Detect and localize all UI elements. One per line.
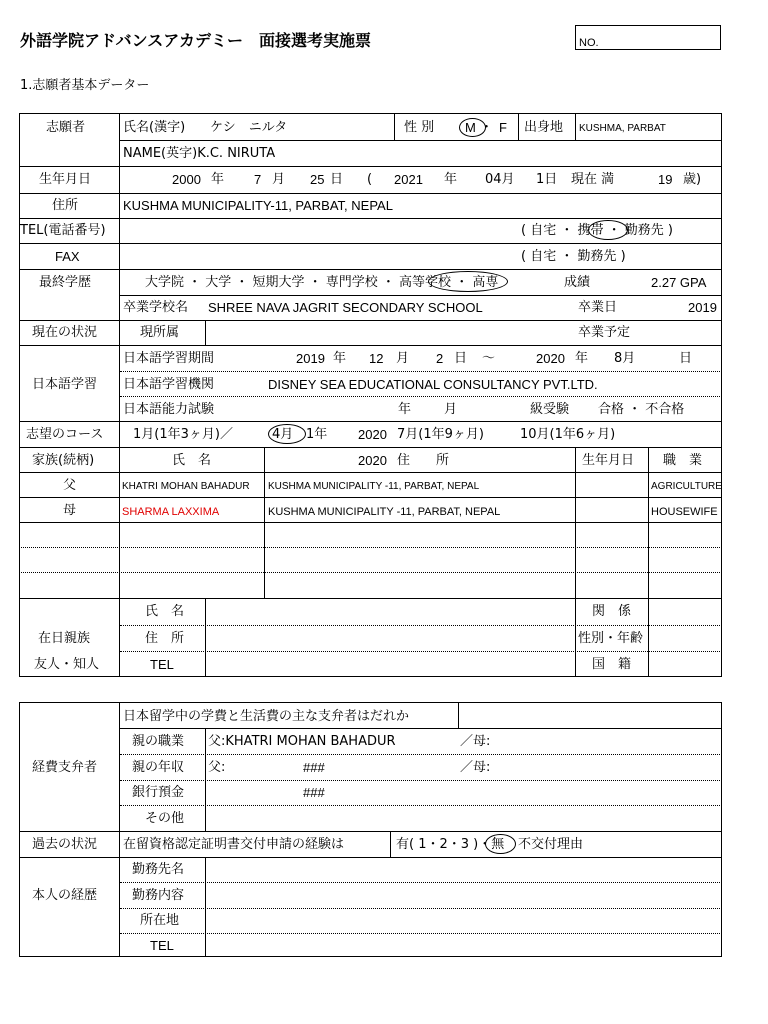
birth-year-unit: 年 [211, 172, 225, 187]
work-location-label: 所在地 [140, 913, 180, 928]
course-april-duration: 1年 [306, 427, 328, 442]
jp-end-year[interactable]: 2020 [536, 351, 565, 366]
form-title: 外語学院アドバンスアカデミー 面接選考実施票 [20, 31, 372, 50]
other-label: その他 [145, 811, 185, 826]
name-english-field[interactable]: NAME(英字)K.C. NIRUTA [123, 146, 276, 161]
bank-deposit-field[interactable]: ### [303, 785, 325, 800]
mother-address-field[interactable]: KUSHMA MUNICIPALITY -11, PARBAT, NEPAL [268, 506, 501, 518]
education-options[interactable]: 大学院 ・ 大学 ・ 短期大学 ・ 専門学校 ・ 高等学校 ・ 高専 [145, 275, 499, 290]
jlpt-level-label: 級受験 [530, 402, 570, 417]
age-field[interactable]: 19 [658, 172, 673, 187]
jlpt-month-unit: 月 [444, 402, 458, 417]
father-income-label: 父: [208, 760, 226, 775]
graduation-year-field[interactable]: 2019 [688, 300, 717, 315]
jp-end-day-unit: 日 [679, 351, 693, 366]
current-label: 現在 満 [571, 172, 615, 187]
jp-start-day-unit: 日 [454, 351, 468, 366]
number-label: NO. [579, 37, 599, 49]
jp-end-year-unit: 年 [575, 351, 589, 366]
family-address-year: 2020 [358, 453, 387, 468]
mother-name-field[interactable]: SHARMA LAXXIMA [122, 506, 220, 518]
birth-day-unit: 日 [330, 172, 344, 187]
expected-graduation-label: 卒業予定 [578, 325, 631, 340]
birth-paren-open: ( [367, 172, 373, 187]
father-income-field[interactable]: ### [303, 760, 325, 775]
grade-label: 成績 [564, 275, 591, 290]
address-label: 住所 [52, 198, 79, 213]
current-month-field[interactable]: 04月 [485, 172, 515, 187]
past-application-question: 在留資格認定証明書交付申請の経験は [123, 837, 345, 852]
relative-relation-label: 関 係 [592, 604, 632, 619]
course-label: 志望のコース [26, 427, 104, 442]
none-circle-mark [485, 834, 516, 854]
mother-income-field[interactable]: ／母: [460, 760, 491, 775]
past-application-options[interactable]: 有( 1・2・3 )・無 [396, 837, 505, 852]
fax-type-options[interactable]: ( 自宅 ・ 勤務先 ) [521, 249, 626, 264]
gender-label: 性 別 [404, 120, 435, 135]
birth-month-unit: 月 [272, 172, 286, 187]
jp-study-period-label: 日本語学習期間 [123, 351, 215, 366]
grade-field[interactable]: 2.27 GPA [651, 275, 707, 290]
relative-nationality-label: 国 籍 [592, 657, 632, 672]
jlpt-year-unit: 年 [398, 402, 412, 417]
tel-label: TEL(電話番号) [20, 223, 106, 238]
jp-start-month-unit: 月 [396, 351, 410, 366]
applicant-label: 志願者 [46, 120, 86, 135]
workplace-label: 勤務先名 [132, 862, 185, 877]
gender-option-m[interactable]: M [465, 120, 476, 135]
family-relation-header: 家族(続柄) [32, 453, 95, 468]
name-kanji-field[interactable]: ケシ ニルタ [210, 120, 288, 135]
family-relation-mother: 母 [63, 503, 77, 518]
father-name-field[interactable]: KHATRI MOHAN BAHADUR [122, 481, 250, 492]
school-name-field[interactable]: SHREE NAVA JAGRIT SECONDARY SCHOOL [208, 300, 483, 315]
family-job-header: 職 業 [663, 453, 703, 468]
relative-name-label: 氏 名 [145, 604, 185, 619]
mobile-circle-mark [588, 220, 628, 240]
bank-deposit-label: 銀行預金 [132, 785, 185, 800]
highschool-circle-mark [428, 271, 508, 292]
birthplace-label: 出身地 [524, 120, 564, 135]
course-option-april[interactable]: 4月 [272, 427, 294, 442]
family-address-header: 住 所 [397, 453, 450, 468]
april-circle-mark [268, 424, 306, 444]
parent-job-field[interactable]: 父:KHATRI MOHAN BAHADUR [208, 734, 396, 749]
birthplace-field[interactable]: KUSHMA, PARBAT [579, 123, 666, 134]
family-name-header: 氏 名 [172, 453, 212, 468]
parent-job-mother[interactable]: ／母: [460, 734, 491, 749]
rejection-reason-label: 不交付理由 [518, 837, 584, 852]
course-option-july[interactable]: 7月(1年9ヶ月) [397, 427, 484, 442]
family-dob-header: 生年月日 [582, 453, 635, 468]
age-unit: 歳) [683, 172, 702, 187]
parent-job-label: 親の職業 [132, 734, 185, 749]
name-kanji-label: 氏名(漢字) [123, 120, 186, 135]
job-duty-label: 勤務内容 [132, 888, 185, 903]
father-job-field[interactable]: AGRICULTURE [651, 481, 722, 492]
gender-separator: ・ [480, 120, 494, 135]
affiliation-label: 現所属 [140, 325, 180, 340]
relatives-label: 在日親族 [38, 631, 91, 646]
birth-year-field[interactable]: 2000 [172, 172, 201, 187]
friends-label: 友人・知人 [34, 657, 100, 672]
relative-gender-age-label: 性別・年齢 [578, 631, 644, 646]
jp-study-label: 日本語学習 [32, 377, 98, 392]
current-status-label: 現在の状況 [32, 325, 98, 340]
jp-start-year[interactable]: 2019 [296, 351, 325, 366]
jp-start-year-unit: 年 [333, 351, 347, 366]
funding-question: 日本留学中の学費と生活費の主な支弁者はだれか [123, 709, 410, 724]
school-name-label: 卒業学校名 [123, 300, 189, 315]
parent-income-label: 親の年収 [132, 760, 185, 775]
current-day-field[interactable]: 1日 [536, 172, 558, 187]
course-option-january[interactable]: 1月(1年3ヶ月)／ [133, 427, 233, 442]
jp-start-month[interactable]: 12 [369, 351, 384, 366]
birth-month-field[interactable]: 7 [254, 172, 262, 187]
address-field[interactable]: KUSHMA MUNICIPALITY-11, PARBAT, NEPAL [123, 198, 393, 213]
birthdate-label: 生年月日 [39, 172, 92, 187]
graduation-date-label: 卒業日 [578, 300, 618, 315]
tel-type-options[interactable]: ( 自宅 ・ 携帯 ・ 勤務先 ) [521, 223, 673, 238]
work-tel-label: TEL [150, 938, 174, 953]
section-title: 1.志願者基本データー [20, 78, 150, 93]
jlpt-label: 日本語能力試験 [123, 402, 215, 417]
career-label: 本人の経歴 [32, 888, 98, 903]
jp-start-day[interactable]: 2 [436, 351, 444, 366]
education-label: 最終学歴 [39, 275, 92, 290]
relative-address-label: 住 所 [145, 631, 185, 646]
funding-label: 経費支弁者 [32, 760, 98, 775]
jp-institution-field[interactable]: DISNEY SEA EDUCATIONAL CONSULTANCY PVT.LTD. [268, 377, 598, 392]
mother-job-field[interactable]: HOUSEWIFE [651, 506, 718, 518]
family-relation-father: 父 [63, 478, 77, 493]
course-option-october[interactable]: 10月(1年6ヶ月) [520, 427, 616, 442]
relative-tel-label: TEL [150, 657, 174, 672]
jp-period-tilde: ～ [482, 351, 496, 366]
jp-end-month[interactable]: 8月 [614, 351, 636, 366]
course-year[interactable]: 2020 [358, 427, 387, 442]
birth-day-field[interactable]: 25 [310, 172, 325, 187]
gender-option-f[interactable]: F [499, 120, 507, 135]
jlpt-result-options[interactable]: 合格 ・ 不合格 [598, 402, 685, 417]
fax-label: FAX [55, 249, 80, 264]
number-box[interactable] [575, 25, 721, 50]
father-address-field[interactable]: KUSHMA MUNICIPALITY -11, PARBAT, NEPAL [268, 481, 480, 492]
current-year-unit: 年 [444, 172, 458, 187]
past-status-label: 過去の状況 [32, 837, 98, 852]
current-year-field[interactable]: 2021 [394, 172, 423, 187]
jp-institution-label: 日本語学習機関 [123, 377, 215, 392]
